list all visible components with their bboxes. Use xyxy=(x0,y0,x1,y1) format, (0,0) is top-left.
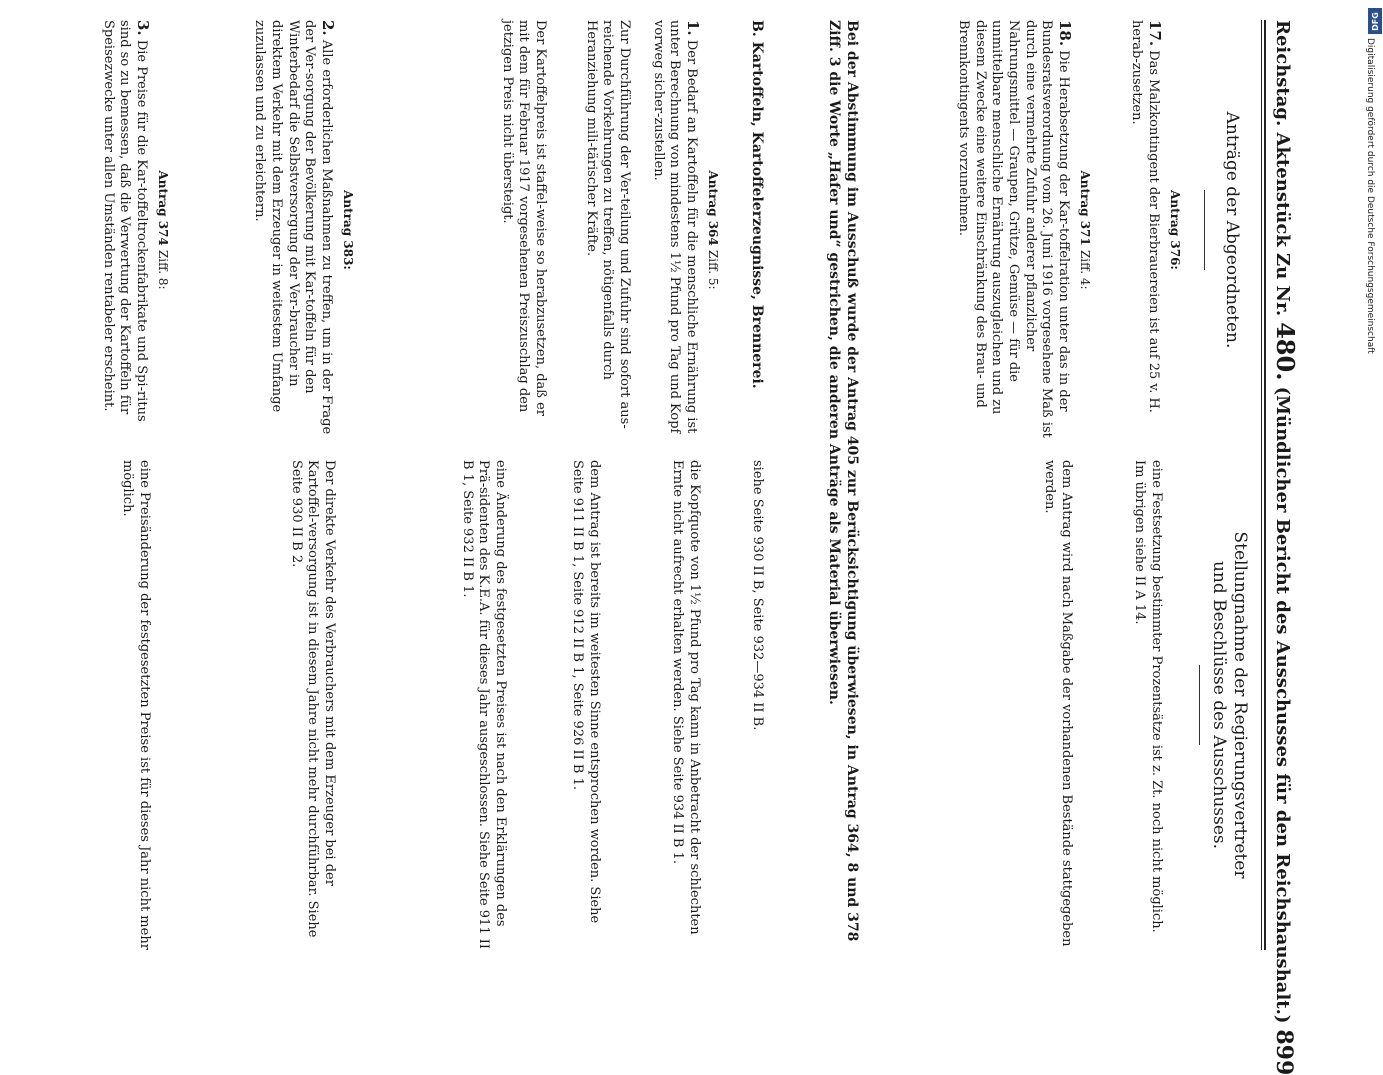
entry-left-text: Alle erforderlichen Maßnahmen zu treffen, um in der Frage der Ver-sorgung der Bevölkerung mit Kar-toffeln für den Winterbedarf die Selbstversorgung der Ver-braucher in direktem Verkehr mit dem Erzeuger in weitestem Umfange zuzulassen und zu erleichtern. xyxy=(252,20,334,435)
antrag-ziff: Ziff. 4: xyxy=(1078,249,1092,290)
entry-left-text: Die Preise für die Kar-toffeltrockenfabrikate und Spi-ritus sind so zu bemessen, daß die Verwertung der Kartoffeln für Speisezwecke unter allen Umständen rentabeler erscheint. xyxy=(100,20,149,422)
right-heading-line-1: Stellungnahme der Regierungsvertreter xyxy=(1230,531,1250,879)
entry-left-text: Zur Durchführung der Ver-teilung und Zufuhr sind sofort aus-reichende Vorkehrungen zu treffen, nötigenfalls durch Heranziehung mili-tärischer Kräfte. xyxy=(583,20,632,429)
dfg-logo-text: DFG xyxy=(1370,11,1380,31)
entry-number: 18. xyxy=(1056,20,1074,47)
antrag-label: Antrag 383: xyxy=(341,190,355,270)
stamp-text: Digitalisierung gefördert durch die Deutsche Forschungsgemeinschaft xyxy=(1365,38,1375,354)
antrag-number: Antrag 371 xyxy=(1078,170,1092,246)
entry-text xyxy=(955,20,1074,440)
entry-left-text: Das Malzkontingent der Bierbrauereien ist auf 25 v. H. herab-zusetzen. xyxy=(1129,20,1161,413)
header-rule xyxy=(1264,20,1266,950)
entry-right-text: dem Antrag wird nach Maßgabe der vorhandenen Bestände stattgegeben werden. xyxy=(1042,460,1074,947)
entry-right-text: dem Antrag ist bereits im weitesten Sinne entsprochen worden. Siehe Seite 911 II B 1, Seite 912 II B 1, Seite 926 II B 1. xyxy=(570,460,602,924)
antrag-label xyxy=(705,20,720,440)
antrag-number: Antrag 364 xyxy=(706,170,720,246)
antrag-number: Antrag 374 xyxy=(156,170,170,246)
entry-right-text: Der direkte Verkehr des Verbrauchers mit dem Erzeuger bei der Kartoffel-versorgung ist in diesem Jahre nicht mehr durchführbar. Siehe Seite 930 II B 2. xyxy=(288,460,337,938)
page-number: 899 xyxy=(1271,1029,1297,1075)
entry-left-text: Die Herabsetzung der Kar-toffelration unter das in der Bundesratsverordnung vom 26. Juni 1916 vorgesehene Maß ist durch eine vermehrte Zufuhr anderer pflanzlicher Nahrungsmittel — Graupen, Grütze, Gemüse — für die unmittelbare menschliche Ernährung auszugleichen und zu diesem Zwecke eine weitere Einschränkung des Brau- und Brennkontingents vorzunehmen. xyxy=(956,20,1071,438)
header-rule-thin xyxy=(1261,20,1262,950)
antrag-label xyxy=(155,20,170,440)
antrag-ziff: Ziff. 5: xyxy=(706,249,720,290)
entry-right-text: eine Festsetzung bestimmter Prozentsätze ist z. Zt. noch nicht möglich. Im übrigen siehe II A 14. xyxy=(1132,460,1164,933)
right-heading-line-2: und Beschlüsse des Ausschusses. xyxy=(1208,560,1229,850)
document-page xyxy=(0,20,1300,1075)
left-column-heading: Anträge der Abgeordneten. xyxy=(1222,111,1242,349)
entry-number: 2. xyxy=(319,20,337,36)
entry-text xyxy=(649,20,702,440)
entry-right-text: die Kopfquote von 1½ Pfund pro Tag kann in Anbetracht der schlechten Ernte nicht aufrecht erhalten werden. Siehe Seite 934 II B 1. xyxy=(670,460,702,935)
entry-text xyxy=(251,20,337,440)
left-heading-rule xyxy=(1204,190,1205,270)
entry-right-text: eine Änderung des festgesetzten Preises ist nach den Erklärungen des Prä-sidenten des K.E.A. für dieses Jahr ausgeschlossen. Siehe Seite 911 II B 1, Seite 932 II B 1. xyxy=(459,460,508,950)
right-column-heading xyxy=(1208,460,1251,950)
section-b-title: B. Kartoffeln, Kartoffelerzeugnisse, Brennerei. xyxy=(749,20,765,389)
vote-note: Bei der Abstimmung im Ausschuß wurde der Antrag 405 zur Berücksichtigung überwiesen, in Antrag 364, 8 und 378 Ziff. 3 die Worte „Hafer und“ gestrichen, die anderen Anträge als Material überwiesen. xyxy=(826,20,860,942)
dfg-logo xyxy=(1368,8,1382,34)
entry-left-text: Der Bedarf an Kartoffeln für die menschliche Ernährung ist unter Berechnung von mindestens 1½ Pfund pro Tag und Kopf vorweg sicher-zustellen. xyxy=(650,20,699,434)
digitization-stamp xyxy=(1365,8,1382,398)
running-header xyxy=(1268,20,1300,1075)
antrag-label xyxy=(1077,20,1092,440)
header-title: (Mündlicher Bericht des Ausschusses für den Reichshaushalt.) xyxy=(1272,386,1293,1024)
entry-right-text: eine Preisänderung der festgesetzten Preise ist für dieses Jahr nicht mehr möglich. xyxy=(120,460,152,950)
header-left: Reichstag. Aktenstück Zu Nr. xyxy=(1272,20,1293,317)
antrag-label: Antrag 376: xyxy=(1168,190,1182,270)
entry-text xyxy=(1128,20,1164,440)
entry-number: 3. xyxy=(134,20,152,36)
section-b-right: siehe Seite 930 II B, Seite 932—934 II B. xyxy=(750,460,765,731)
entry-number: 1. xyxy=(684,20,702,36)
right-heading-rule xyxy=(1199,665,1200,745)
entry-left-text: Der Kartoffelpreis ist staffel-weise so herabzusetzen, daß er mit dem für Februar 1917 vorgesehenen Preiszuschlag den jetzigen Preis nicht übersteigt. xyxy=(499,20,548,417)
antrag-ziff: Ziff. 8: xyxy=(156,249,170,290)
entry-text xyxy=(99,20,152,440)
header-number: 480. xyxy=(1271,322,1300,381)
stamp-text-wrap xyxy=(1365,38,1382,398)
entry-number: 17. xyxy=(1146,20,1164,47)
